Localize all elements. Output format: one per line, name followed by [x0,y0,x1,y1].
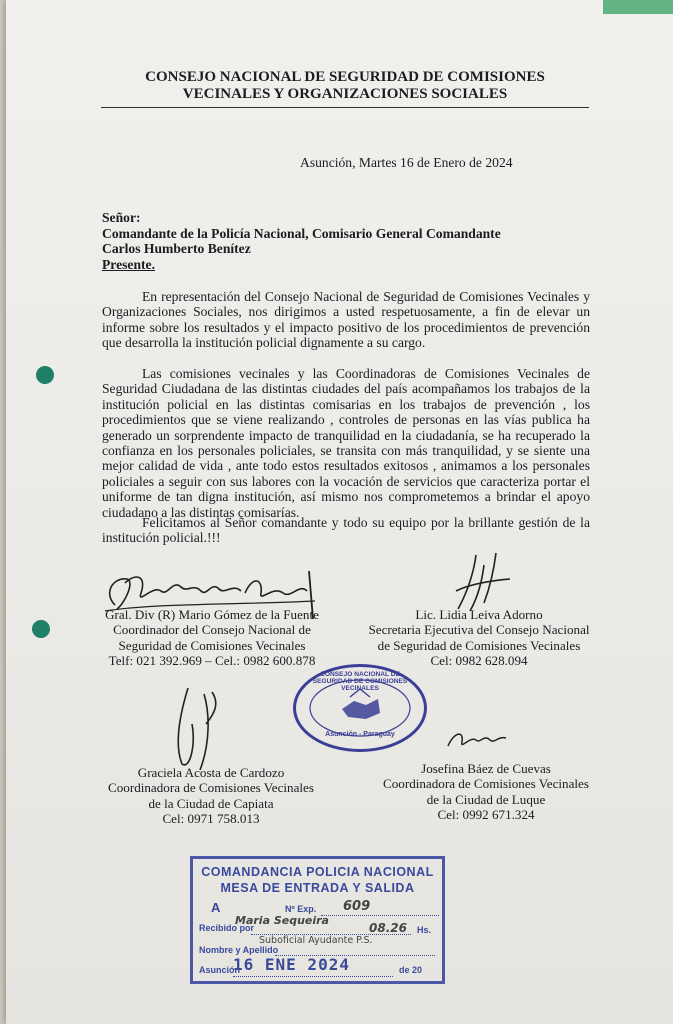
signatory-2-role2: de Seguridad de Comisiones Vecinales [377,637,581,653]
signatory-1-phone: Telf: 021 392.969 – Cel.: 0982 600.878 [108,652,316,668]
addressee-block [102,210,501,272]
stamp-line2: MESA DE ENTRADA Y SALIDA [220,881,415,895]
stamp-date-line [233,976,393,977]
reception-stamp [190,856,445,984]
stamp-exp-line [321,915,439,916]
council-seal [293,664,427,752]
punch-hole [32,620,50,638]
signatory-2 [364,607,594,668]
signatory-3-role2: de la Ciudad de Capiata [148,795,274,811]
signatory-3-phone: Cel: 0971 758.013 [162,810,260,826]
signatory-1 [104,607,320,668]
signatory-4-name: Josefina Báez de Cuevas [421,761,551,776]
signatory-3-name: Graciela Acosta de Cardozo [137,765,285,780]
stamp-asuncion-label: Asunción [199,965,241,975]
stamp-line1: COMANDANCIA POLICIA NACIONAL [201,865,434,879]
signatory-2-phone: Cel: 0982 628.094 [430,652,528,668]
stamp-exp-label: Nº Exp. [285,904,317,914]
signatory-4-phone: Cel: 0992 671.324 [437,806,535,822]
tape-strip [603,0,673,14]
signature-leiva [448,551,518,615]
letterhead-rule [101,107,589,108]
presente-label: Presente. [102,256,155,272]
signatory-1-role: Coordinador del Consejo Nacional de [113,622,311,638]
stamp-recibido-label: Recibido por [199,923,255,933]
paragraph-3: Felicitamos al Señor comandante y todo su equipo por la brillante gestión de la institución policial.!!! [102,515,590,546]
addressee-name: Carlos Humberto Benítez [102,241,251,256]
stamp-nombre-value: Suboficial Ayudante P.S. [259,935,373,946]
signatory-3-role: Coordinadora de Comisiones Vecinales [108,780,314,796]
stamp-nombre-label: Nombre y Apellido [199,945,279,955]
signatory-2-name: Lic. Lidia Leiva Adorno [415,607,543,622]
seal-bottom-text: Asunción - Paraguay [325,731,395,738]
letter-date: Asunción, Martes 16 de Enero de 2024 [300,155,513,170]
stamp-exp-value: 609 [343,899,371,914]
addressee-title: Comandante de la Policía Nacional, Comisario General Comandante [102,225,501,241]
paragraph-2: Las comisiones vecinales y las Coordinadoras de Comisiones Vecinales de Seguridad Ciudadana de las distintas ciudades del país acompañamos los trabajos de la institución policial en las distintas comisarias en los trabajos de prevención , los procedimientos que se viene realizando , controles de personas en las vías publica ha generado un sorprendente impacto de tranquilidad en la ciudadanía, se ha recuperado la confianza en los personales policiales, se transita con más tranquilidad, y se siente una mejor calidad de vida , ante todo estos resultados exitosos , animamos a los personales policiales a seguir con sus labores con la vocación de servicios que caracteriza portar el uniforme de tan digna institución, así mismo nos comprometemos a brindar el apoyo ciudadano a las distintas comisarías. [102,366,590,520]
signatory-4-role2: de la Ciudad de Luque [426,791,546,807]
letterhead-title [100,69,590,103]
stamp-hs-label: Hs. [417,925,432,935]
stamp-de-label: de 20 [399,965,423,975]
signatory-4 [378,761,594,822]
signature-acosta [170,684,230,774]
letterhead-line2: VECINALES Y ORGANIZACIONES SOCIALES [182,86,508,102]
signatory-3 [98,765,324,826]
stamp-date-value: 16 ENE 2024 [233,955,350,974]
signature-baez [444,726,514,754]
salutation: Señor: [102,210,141,225]
signatory-1-name: Gral. Div (R) Mario Gómez de la Fuente [105,607,319,622]
stamp-letter: A [211,900,221,915]
signatory-1-role2: Seguridad de Comisiones Vecinales [118,637,306,653]
signatory-4-role: Coordinadora de Comisiones Vecinales [383,776,589,792]
stamp-recibido-value: Maria Sequeira [235,914,329,927]
letterhead-line1: CONSEJO NACIONAL DE SEGURIDAD DE COMISIONES [145,69,545,85]
seal-top-text: CONSEJO NACIONAL DE SEGURIDAD DE COMISIONES VECINALES [312,671,408,692]
stamp-time-value: 08.26 [369,921,407,935]
paragraph-1: En representación del Consejo Nacional de Seguridad de Comisiones Vecinales y Organizaciones Sociales, nos dirigimos a usted respetuosamente, a fin de elevar un informe sobre los resultados y el impacto positivo de los procedimientos de prevención que desarrolla la institución policial dignamente a su cargo. [102,289,590,351]
signatory-2-role: Secretaria Ejecutiva del Consejo Nacional [368,622,590,638]
punch-hole [36,366,54,384]
